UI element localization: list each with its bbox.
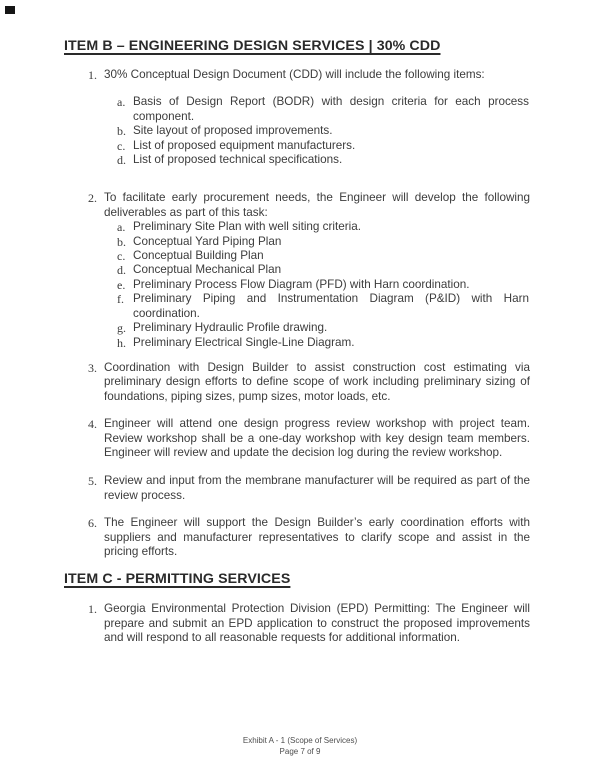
sub-letter: a. — [117, 220, 126, 235]
sub-item-b2f — [117, 292, 600, 321]
sub-letter: b. — [117, 234, 126, 249]
sub-item-b1d — [117, 153, 600, 167]
sub-text: Basis of Design Report (BODR) with design criteria for each process component. — [133, 95, 529, 123]
sub-letter: h. — [117, 335, 126, 350]
sub-letter: c. — [117, 249, 126, 264]
page-footer — [0, 736, 600, 757]
sub-item-b1a — [117, 95, 600, 124]
item-text: Coordination with Design Builder to assist construction cost estimating via preliminary design efforts to define scope of work including preliminary sizing of foundations, piping sizes, pump sizes, motor loads, etc. — [104, 360, 530, 403]
list-item-b2 — [88, 191, 600, 220]
list-item-b5 — [88, 474, 600, 503]
sub-item-b2b — [117, 235, 600, 249]
list-item-b4 — [88, 417, 600, 460]
sub-text: Preliminary Site Plan with well siting criteria. — [133, 220, 361, 234]
sub-item-b2c — [117, 249, 600, 263]
sub-text: Site layout of proposed improvements. — [133, 124, 333, 138]
item-text: The Engineer will support the Design Builder’s early coordination efforts with suppliers and manufacturer representatives to clarify scope and assist in the pricing efforts. — [104, 516, 530, 558]
sub-text: Conceptual Yard Piping Plan — [133, 234, 282, 248]
sub-letter: c. — [117, 138, 126, 153]
sub-letter: d. — [117, 153, 126, 168]
item-number: 2. — [88, 191, 97, 206]
item-text: Review and input from the membrane manufacturer will be required as part of the review process. — [104, 474, 530, 502]
sub-text: List of proposed equipment manufacturers. — [133, 138, 356, 152]
sub-item-b1c — [117, 139, 600, 153]
sub-item-b2d — [117, 263, 600, 277]
sub-text: Conceptual Mechanical Plan — [133, 263, 282, 277]
item-number: 4. — [88, 417, 97, 432]
item-number: 5. — [88, 474, 97, 489]
list-item-b1 — [88, 68, 600, 82]
sub-text: Conceptual Building Plan — [133, 249, 264, 263]
sub-item-b1b — [117, 124, 600, 138]
sub-text: Preliminary Process Flow Diagram (PFD) with Harn coordination. — [133, 277, 470, 291]
sub-letter: b. — [117, 124, 126, 139]
sub-letter: a. — [117, 95, 126, 110]
item-text: Engineer will attend one design progress review workshop with project team. Review workshop shall be a one-day workshop with key design team members. Engineer will review and update the decision log during the review workshop. — [104, 417, 530, 459]
sub-letter: f. — [117, 292, 124, 307]
sub-text: List of proposed technical specifications. — [133, 153, 343, 167]
sub-item-b2e — [117, 278, 600, 292]
section-c-heading: ITEM C - PERMITTING SERVICES — [64, 571, 291, 588]
list-item-c1 — [88, 602, 600, 645]
item-number: 6. — [88, 516, 97, 531]
section-b-heading: ITEM B – ENGINEERING DESIGN SERVICES | 30% CDD — [64, 38, 441, 54]
sub-text: Preliminary Electrical Single-Line Diagram. — [133, 335, 355, 349]
item-text: To facilitate early procurement needs, the Engineer will develop the following deliverables as part of this task: — [104, 191, 530, 219]
item-number: 1. — [88, 68, 97, 82]
sub-letter: e. — [117, 277, 126, 292]
list-item-b6 — [88, 516, 600, 559]
footer-exhibit-label: Exhibit A - 1 (Scope of Services) — [242, 736, 358, 745]
sub-item-b2h — [117, 336, 600, 350]
footer-page-number: Page 7 of 9 — [279, 746, 321, 756]
item-number: 3. — [88, 360, 97, 375]
sub-letter: d. — [117, 263, 126, 278]
item-text: 30% Conceptual Design Document (CDD) will include the following items: — [104, 68, 485, 81]
item-text: Georgia Environmental Protection Division (EPD) Permitting: The Engineer will prepare and submit an EPD application to construct the proposed improvements and will respond to all reasonable requests for additional information. — [104, 602, 530, 645]
item-number: 1. — [88, 602, 97, 617]
sub-letter: g. — [117, 321, 126, 336]
sub-item-b2g — [117, 321, 600, 335]
sub-item-b2a — [117, 220, 600, 234]
sub-text: Preliminary Hydraulic Profile drawing. — [133, 321, 328, 335]
list-item-b3 — [88, 361, 600, 404]
sub-text: Preliminary Piping and Instrumentation Diagram (P&ID) with Harn coordination. — [133, 292, 529, 320]
